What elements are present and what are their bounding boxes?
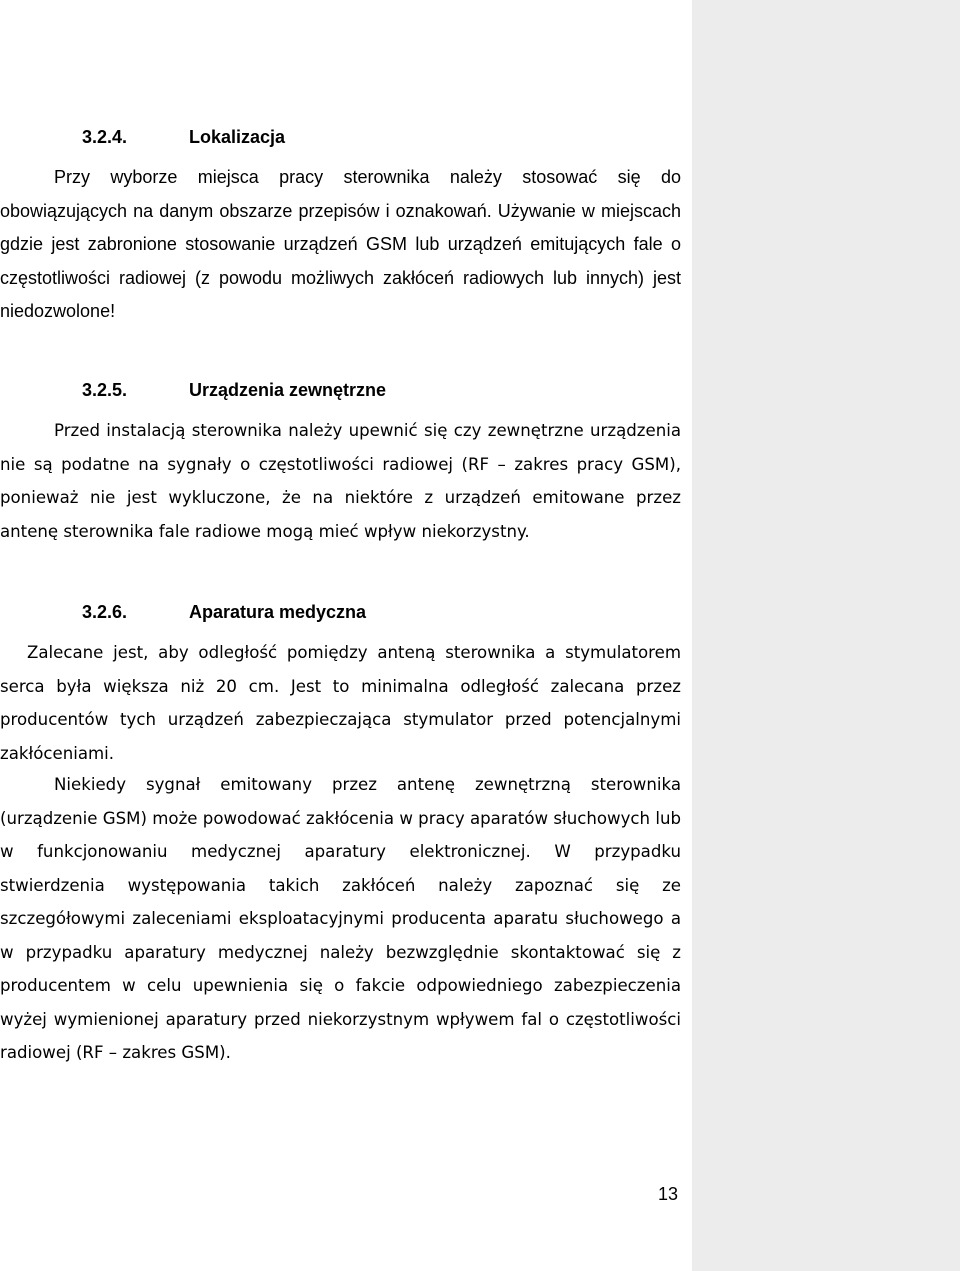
section-number: 3.2.4.: [82, 127, 128, 147]
paragraph-urzadzenia-zewnetrzne: Przed instalacją sterownika należy upewnić się czy zewnętrzne urządzenia nie są podatne na sygnały o częstotliwości radiowej (RF – zakres pracy GSM), ponieważ nie jest wykluczone, że na niektóre z urządzeń emitowane przez antenę sterownika fale radiowe mogą mieć wpływ niekorzystny.: [0, 421, 681, 541]
section-number: 3.2.5.: [82, 380, 128, 400]
paragraph-lokalizacja: Przy wyborze miejsca pracy sterownika należy stosować się do obowiązujących na danym obszarze przepisów i oznakowań. Używanie w miejscach gdzie jest zabronione stosowanie urządzeń GSM lub urządzeń emitujących fale o częstotliwości radiowej (z powodu możliwych zakłóceń radiowych lub innych) jest niedozwolone!: [0, 167, 681, 321]
section-title: Aparatura medyczna: [189, 602, 367, 622]
paragraph-aparatura-2: Niekiedy sygnał emitowany przez antenę zewnętrzną sterownika (urządzenie GSM) może powodować zakłócenia w pracy aparatów słuchowych lub w funkcjonowaniu medycznej aparatury elektronicznej. W przypadku stwierdzenia występowania takich zakłóceń należy zapoznać się ze szczegółowymi zaleceniami eksploatacyjnymi producenta aparatu słuchowego a w przypadku aparatury medycznej należy bezwzględnie skontaktować się z producentem w celu upewnienia się o fakcie odpowiedniego zabezpieczenia wyżej wymienionej aparatury przed niekorzystnym wpływem fal o częstotliwości radiowej (RF – zakres GSM).: [0, 775, 681, 1062]
paragraph-aparatura-1: Zalecane jest, aby odległość pomiędzy anteną sterownika a stymulatorem serca była większa niż 20 cm. Jest to minimalna odległość zalecana przez producentów tych urządzeń zabezpieczająca stymulator przed potencjalnymi zakłóceniami.: [0, 643, 681, 763]
section-heading-3-2-5: [82, 380, 386, 401]
section-heading-3-2-6: [82, 602, 366, 623]
page-number: 13: [658, 1184, 679, 1204]
comment-margin-pane: [692, 0, 960, 1271]
section-title: Urządzenia zewnętrzne: [189, 380, 387, 400]
section-heading-3-2-4: [82, 127, 285, 148]
section-title: Lokalizacja: [189, 127, 286, 147]
section-number: 3.2.6.: [82, 602, 128, 622]
